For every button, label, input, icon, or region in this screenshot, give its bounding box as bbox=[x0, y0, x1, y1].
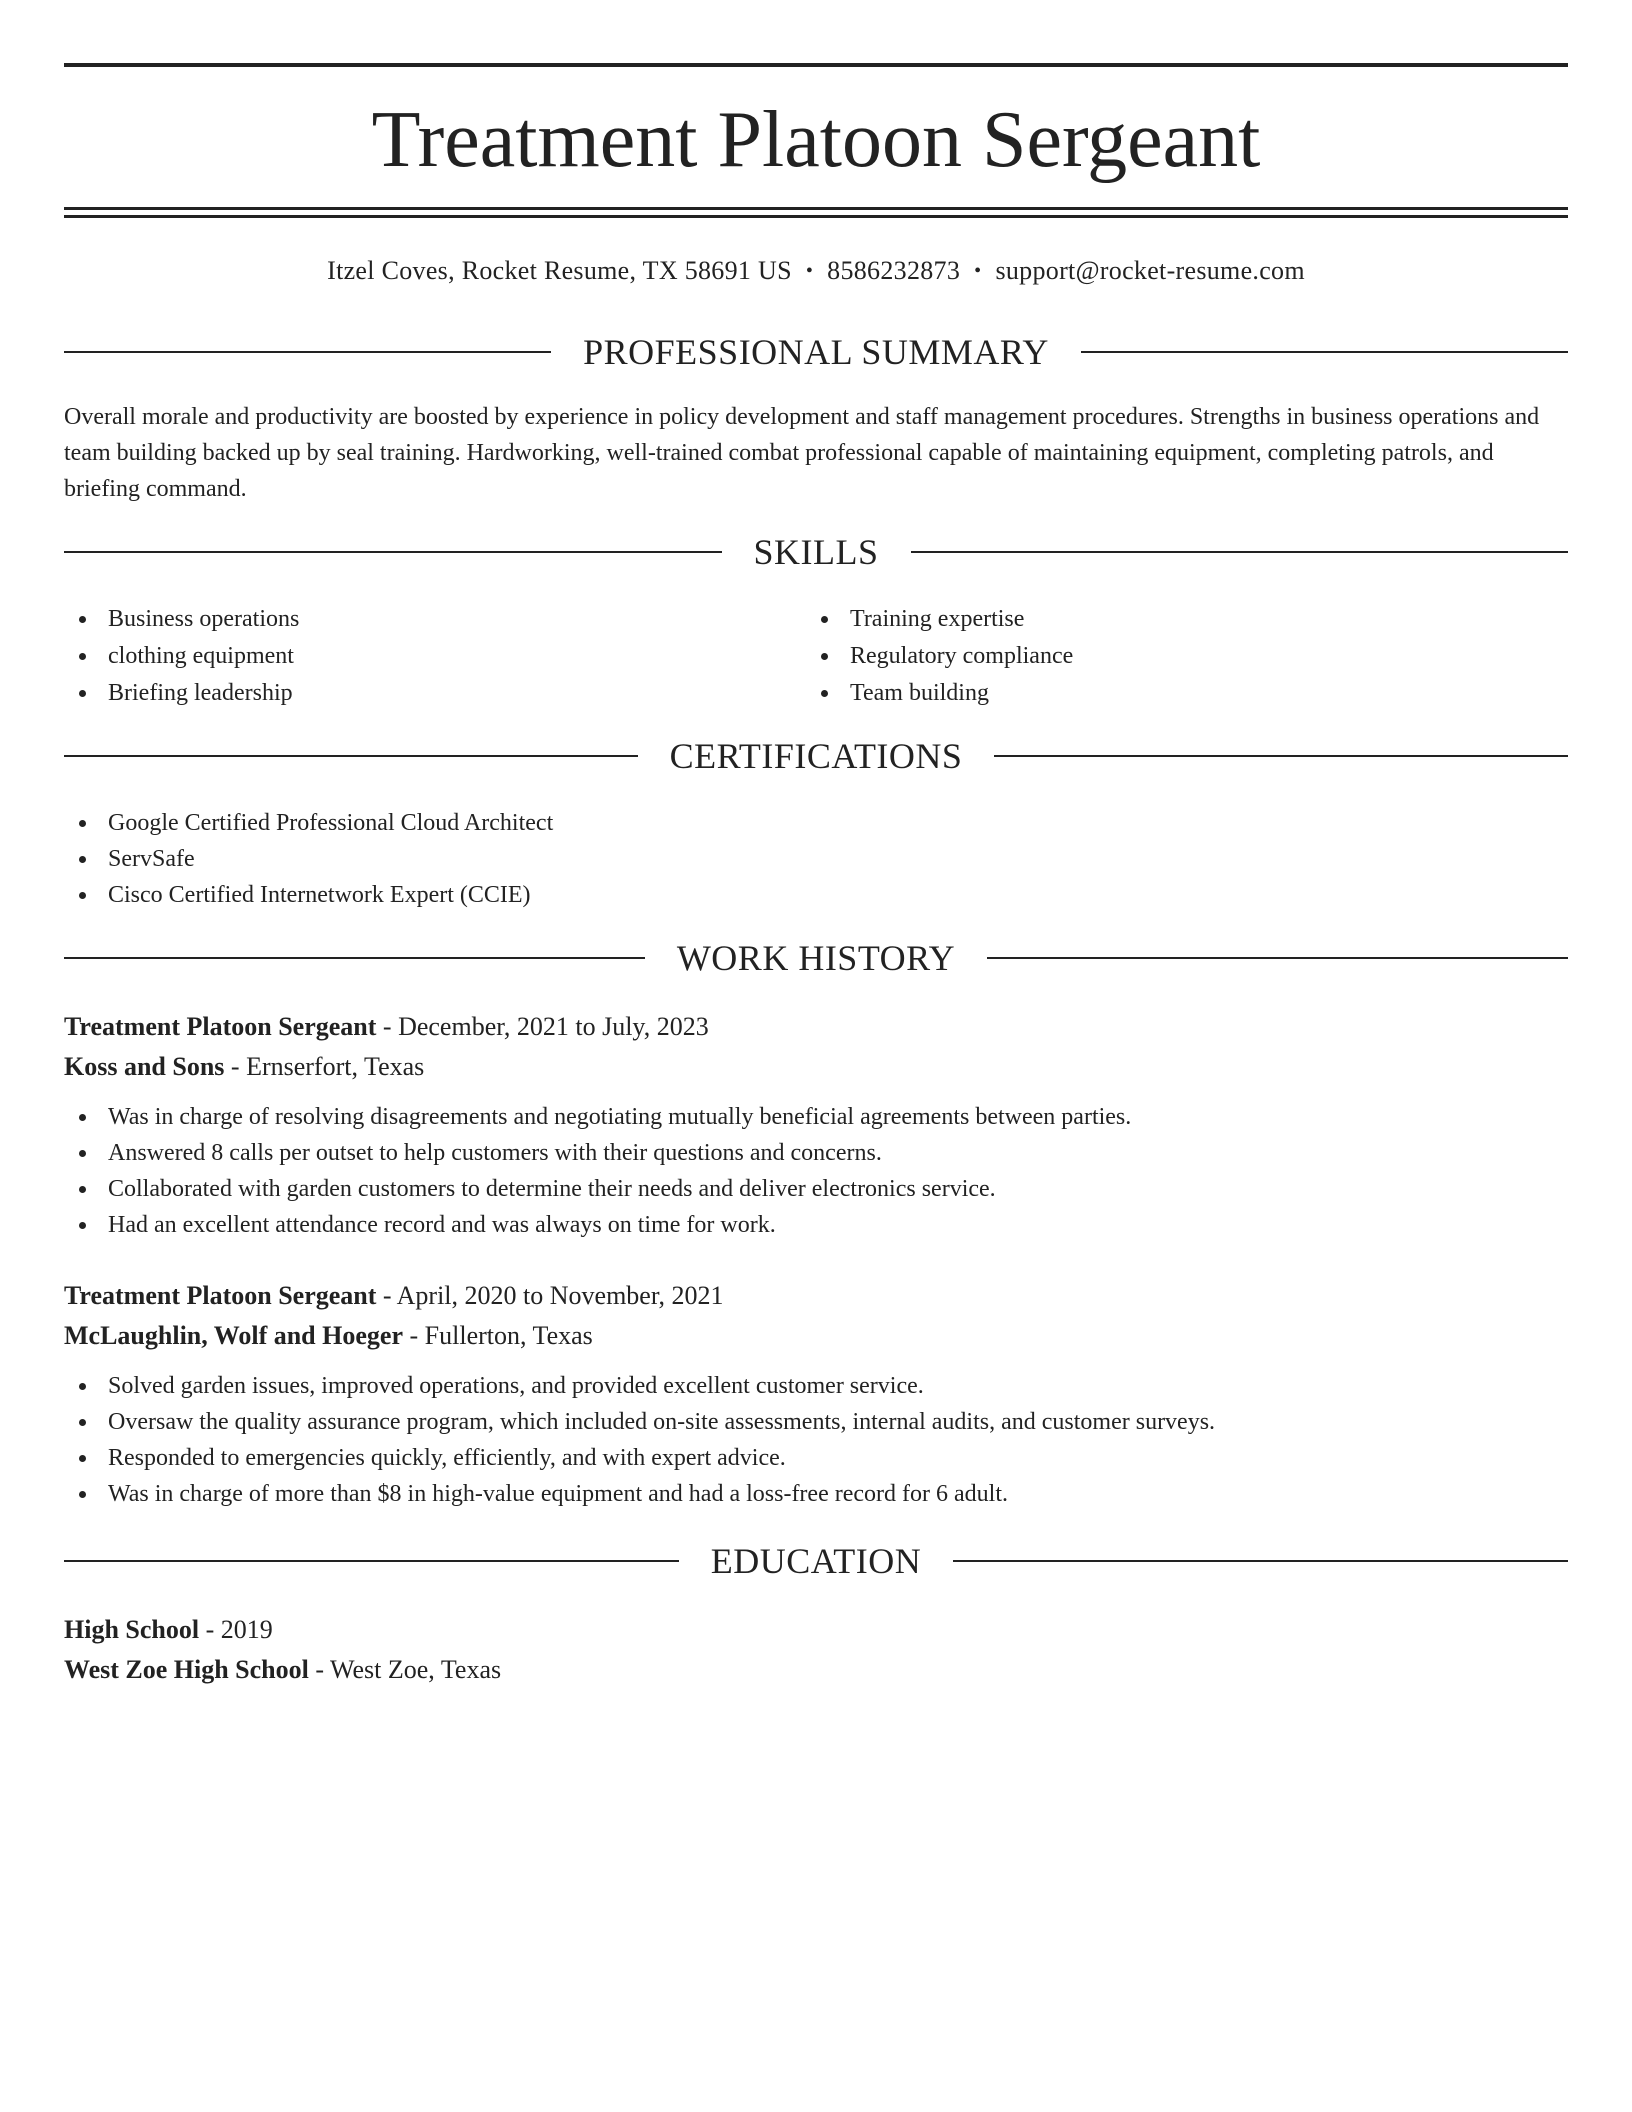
header-double-rule-upper bbox=[64, 207, 1568, 210]
job-bullet: Answered 8 calls per outset to help customers with their questions and concerns. bbox=[64, 1135, 1568, 1171]
education-section-heading bbox=[64, 1539, 1568, 1583]
certification-item: Google Certified Professional Cloud Architect bbox=[64, 805, 1568, 841]
job-bullet: Solved garden issues, improved operations, and provided excellent customer service. bbox=[64, 1368, 1568, 1404]
heading-rule-right bbox=[987, 957, 1568, 959]
education-degree-line bbox=[64, 1610, 1568, 1650]
job-entry bbox=[64, 1007, 1568, 1243]
job-bullet: Had an excellent attendance record and was always on time for work. bbox=[64, 1207, 1568, 1243]
certifications-section-heading bbox=[64, 734, 1568, 778]
skill-item: Team building bbox=[806, 675, 1548, 712]
job-title: Treatment Platoon Sergeant bbox=[64, 1281, 377, 1310]
heading-rule-left bbox=[64, 957, 645, 959]
header-top-rule bbox=[64, 63, 1568, 67]
summary-text: Overall morale and productivity are boosted by experience in policy development and staff management procedures. Strengths in business operations and team building backed up by seal training. Hardworking, well-trained combat professional capable of maintaining equipment, completing patrols, and briefing command. bbox=[64, 404, 1540, 502]
job-company-line bbox=[64, 1316, 1568, 1356]
education-year: - 2019 bbox=[199, 1615, 273, 1644]
header-double-rule-lower bbox=[64, 215, 1568, 218]
contact-separator: • bbox=[805, 260, 814, 282]
job-title-line bbox=[64, 1276, 1568, 1316]
heading-rule-left bbox=[64, 755, 638, 757]
summary-section-heading bbox=[64, 330, 1568, 374]
education-heading-label: EDUCATION bbox=[710, 1541, 922, 1581]
certifications-heading-label: CERTIFICATIONS bbox=[669, 736, 963, 776]
job-company-line bbox=[64, 1047, 1568, 1087]
job-bullet: Responded to emergencies quickly, efficiently, and with expert advice. bbox=[64, 1440, 1568, 1476]
job-bullets bbox=[64, 1368, 1568, 1512]
skills-left-column bbox=[64, 601, 806, 712]
summary-heading-label: PROFESSIONAL SUMMARY bbox=[583, 332, 1049, 372]
job-title: Treatment Platoon Sergeant bbox=[64, 1012, 377, 1041]
education-school-line bbox=[64, 1650, 1568, 1690]
education-school: West Zoe High School bbox=[64, 1655, 309, 1684]
heading-rule-left bbox=[64, 1560, 679, 1562]
heading-rule-right bbox=[911, 551, 1569, 553]
job-title-line bbox=[64, 1007, 1568, 1047]
job-bullet: Collaborated with garden customers to determine their needs and deliver electronics service. bbox=[64, 1171, 1568, 1207]
contact-address: Itzel Coves, Rocket Resume, TX 58691 US bbox=[327, 256, 792, 285]
work-history-section-heading bbox=[64, 936, 1568, 980]
skill-item: Briefing leadership bbox=[64, 675, 806, 712]
skill-item: Business operations bbox=[64, 601, 806, 638]
job-location: - Fullerton, Texas bbox=[403, 1321, 593, 1350]
job-bullets bbox=[64, 1099, 1568, 1243]
skills-right-column bbox=[806, 601, 1548, 712]
work-history-heading-label: WORK HISTORY bbox=[676, 938, 956, 978]
skill-item: Training expertise bbox=[806, 601, 1548, 638]
heading-rule-left bbox=[64, 551, 722, 553]
skill-item: clothing equipment bbox=[64, 638, 806, 675]
job-dates: - April, 2020 to November, 2021 bbox=[376, 1281, 724, 1310]
job-location: - Ernserfort, Texas bbox=[224, 1052, 425, 1081]
contact-separator: • bbox=[974, 260, 982, 282]
heading-rule-left bbox=[64, 351, 551, 353]
certification-item: Cisco Certified Internetwork Expert (CCIE) bbox=[64, 877, 1568, 913]
contact-email: support@rocket-resume.com bbox=[995, 256, 1305, 285]
job-company: McLaughlin, Wolf and Hoeger bbox=[64, 1321, 403, 1350]
education-location: - West Zoe, Texas bbox=[308, 1655, 502, 1684]
skills-section-heading bbox=[64, 530, 1568, 574]
skill-item: Regulatory compliance bbox=[806, 638, 1548, 675]
job-company: Koss and Sons bbox=[64, 1052, 225, 1081]
job-dates: - December, 2021 to July, 2023 bbox=[376, 1012, 709, 1041]
contact-line bbox=[64, 254, 1568, 288]
job-entry bbox=[64, 1276, 1568, 1512]
job-bullet: Was in charge of resolving disagreements and negotiating mutually beneficial agreements between parties. bbox=[64, 1099, 1568, 1135]
job-bullet: Was in charge of more than $8 in high-value equipment and had a loss-free record for 6 adult. bbox=[64, 1476, 1568, 1512]
contact-phone: 8586232873 bbox=[827, 256, 961, 285]
education-degree: High School bbox=[64, 1615, 200, 1644]
heading-rule-right bbox=[1081, 351, 1568, 353]
certifications-list bbox=[64, 805, 1568, 913]
job-bullet: Oversaw the quality assurance program, which included on-site assessments, internal audits, and customer surveys. bbox=[64, 1404, 1568, 1440]
page-title: Treatment Platoon Sergeant bbox=[371, 96, 1261, 184]
heading-rule-right bbox=[994, 755, 1568, 757]
heading-rule-right bbox=[953, 1560, 1568, 1562]
skills-heading-label: SKILLS bbox=[753, 532, 879, 572]
certification-item: ServSafe bbox=[64, 841, 1568, 877]
education-entry bbox=[64, 1610, 1568, 1690]
